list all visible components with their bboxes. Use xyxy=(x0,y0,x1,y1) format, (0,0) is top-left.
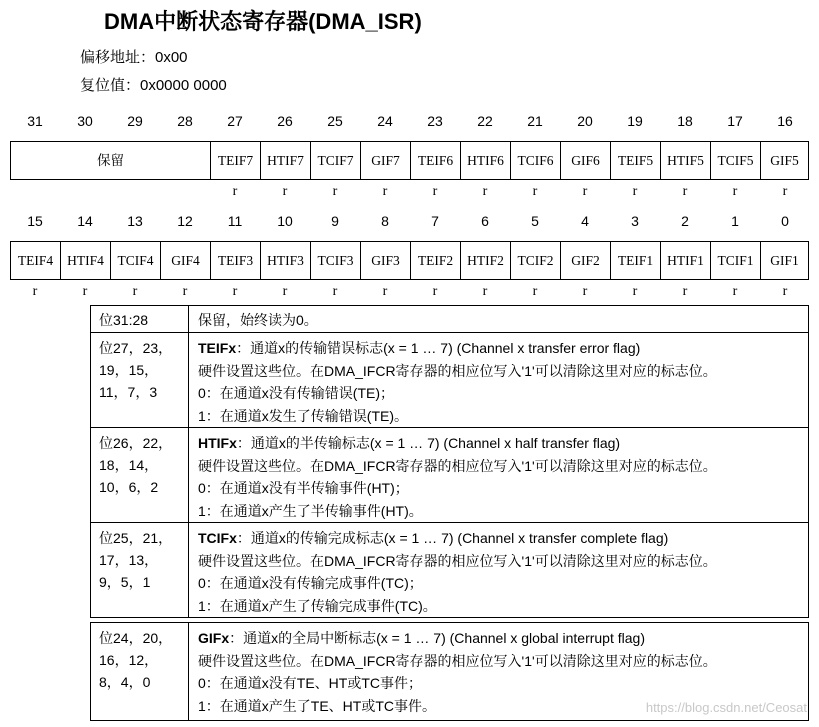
bit-range: 11，7，3 xyxy=(99,384,158,400)
access-flag: r xyxy=(332,284,338,299)
field-cell: HTIF4 xyxy=(61,242,111,279)
table-row xyxy=(91,306,808,333)
description-line: 硬件设置这些位。在DMA_IFCR寄存器的相应位写入'1'可以清除这里对应的标志位。 xyxy=(198,362,717,379)
description-line: 硬件设置这些位。在DMA_IFCR寄存器的相应位写入'1'可以清除这里对应的标志位。 xyxy=(198,552,717,569)
access-flag: r xyxy=(632,184,638,199)
bit-range: 16，12， xyxy=(99,652,159,668)
bit-number: 23 xyxy=(427,113,443,129)
field-cell: TCIF1 xyxy=(711,242,761,279)
description-line: 1：在通道x产生了传输完成事件(TC)。 xyxy=(198,597,437,614)
field-heading: ：通道x的传输错误标志(x = 1 … 7) (Channel x transfer error flag) xyxy=(236,340,641,356)
bit-number: 4 xyxy=(581,213,589,229)
access-flag: r xyxy=(532,184,538,199)
access-flag: r xyxy=(232,184,238,199)
lower-access-row xyxy=(10,284,810,300)
bit-number: 12 xyxy=(177,213,193,229)
access-flag: r xyxy=(582,184,588,199)
access-flag: r xyxy=(782,284,788,299)
bit-range: 18，14， xyxy=(99,457,159,473)
bit-number: 25 xyxy=(327,113,343,129)
bit-range: 位24，20， xyxy=(99,630,173,646)
description-line: 硬件设置这些位。在DMA_IFCR寄存器的相应位写入'1'可以清除这里对应的标志位。 xyxy=(198,652,717,669)
bit-number: 7 xyxy=(431,213,439,229)
access-flag: r xyxy=(432,284,438,299)
description-line: 硬件设置这些位。在DMA_IFCR寄存器的相应位写入'1'可以清除这里对应的标志位。 xyxy=(198,457,717,474)
access-flag: r xyxy=(682,284,688,299)
field-cell: GIF2 xyxy=(561,242,611,279)
bit-range-cell xyxy=(91,428,189,522)
bit-range: 19，15， xyxy=(99,362,159,378)
field-cell: TCIF4 xyxy=(111,242,161,279)
bit-number: 31 xyxy=(27,113,43,129)
bit-number: 11 xyxy=(227,213,243,229)
access-flag: r xyxy=(382,284,388,299)
field-cell: TCIF7 xyxy=(311,142,361,179)
lower-bit-numbers xyxy=(10,213,810,233)
field-cell: HTIF5 xyxy=(661,142,711,179)
bit-number: 28 xyxy=(177,113,193,129)
bit-description-table xyxy=(90,305,809,618)
field-cell: GIF5 xyxy=(770,153,799,168)
bit-number: 5 xyxy=(531,213,539,229)
description-line: 保留，始终读为0。 xyxy=(198,312,318,328)
field-heading: ：通道x的传输完成标志(x = 1 … 7) (Channel x transfer complete flag) xyxy=(236,530,669,546)
access-flag: r xyxy=(132,284,138,299)
access-flag: r xyxy=(682,184,688,199)
field-cell: HTIF6 xyxy=(461,142,511,179)
field-cell: TCIF2 xyxy=(511,242,561,279)
description-line: 1：在通道x发生了传输错误(TE)。 xyxy=(198,407,408,424)
field-cell: TEIF4 xyxy=(11,242,61,279)
access-flag: r xyxy=(582,284,588,299)
bit-range: 17，13， xyxy=(99,552,159,568)
bit-range: 位31:28 xyxy=(99,312,149,328)
bit-number: 3 xyxy=(631,213,639,229)
field-cell: HTIF1 xyxy=(661,242,711,279)
table-row xyxy=(91,333,808,428)
field-cell: TCIF6 xyxy=(511,142,561,179)
bit-number: 18 xyxy=(677,113,693,129)
bit-range-cell xyxy=(91,523,189,617)
field-cell: TCIF3 xyxy=(311,242,361,279)
bit-number: 22 xyxy=(477,113,493,129)
bit-number: 30 xyxy=(77,113,93,129)
access-flag: r xyxy=(232,284,238,299)
field-cell: TEIF2 xyxy=(411,242,461,279)
access-flag: r xyxy=(32,284,38,299)
bit-number: 10 xyxy=(277,213,293,229)
field-cell: TEIF7 xyxy=(211,142,261,179)
field-cell: TEIF3 xyxy=(211,242,261,279)
page-title: DMA中断状态寄存器(DMA_ISR) xyxy=(104,9,422,34)
description-line: 0：在通道x没有传输完成事件(TC)； xyxy=(198,575,423,591)
bit-number: 16 xyxy=(777,113,793,129)
bit-number: 29 xyxy=(127,113,143,129)
field-cell: HTIF3 xyxy=(261,242,311,279)
bit-range: 位25，21， xyxy=(99,530,173,546)
upper-access-row xyxy=(10,184,810,200)
table-row xyxy=(91,523,808,617)
bit-number: 20 xyxy=(577,113,593,129)
upper-bit-numbers xyxy=(10,113,810,133)
access-flag: r xyxy=(382,184,388,199)
field-cell: TEIF6 xyxy=(411,142,461,179)
access-flag: r xyxy=(532,284,538,299)
description-line: 0：在通道x没有半传输事件(HT)； xyxy=(198,480,409,496)
description-cell xyxy=(189,428,808,522)
field-cell: GIF4 xyxy=(161,242,211,279)
description-line: 0：在通道x没有TE、HT或TC事件； xyxy=(198,675,422,691)
access-flag: r xyxy=(482,184,488,199)
bit-number: 8 xyxy=(381,213,389,229)
access-flag: r xyxy=(482,284,488,299)
bit-number: 19 xyxy=(627,113,643,129)
access-flag: r xyxy=(782,184,788,199)
bit-range: 位26，22， xyxy=(99,435,173,451)
bit-number: 24 xyxy=(377,113,393,129)
bit-number: 27 xyxy=(227,113,243,129)
bit-number: 26 xyxy=(277,113,293,129)
register-upper-row xyxy=(10,141,809,180)
table-row xyxy=(91,428,808,523)
field-cell: GIF6 xyxy=(561,142,611,179)
bit-number: 17 xyxy=(727,113,743,129)
access-flag: r xyxy=(732,184,738,199)
access-flag: r xyxy=(282,284,288,299)
access-flag: r xyxy=(632,284,638,299)
field-name: TEIFx xyxy=(198,340,237,356)
bit-range: 10，6，2 xyxy=(99,479,159,495)
access-flag: r xyxy=(332,184,338,199)
field-cell: HTIF7 xyxy=(261,142,311,179)
field-name: TCIFx xyxy=(198,530,237,546)
description-cell xyxy=(189,523,808,617)
description-line: 0：在通道x没有传输错误(TE)； xyxy=(198,385,394,401)
description-cell xyxy=(189,333,808,427)
field-cell: GIF3 xyxy=(361,242,411,279)
offset-address: 偏移地址：0x00 xyxy=(80,49,188,66)
description-line: 1：在通道x产生了TE、HT或TC事件。 xyxy=(198,697,436,714)
bit-number: 9 xyxy=(331,213,339,229)
access-flag: r xyxy=(282,184,288,199)
bit-number: 1 xyxy=(731,213,739,229)
field-name: GIFx xyxy=(198,630,230,646)
bit-range: 位27，23， xyxy=(99,340,173,356)
description-cell xyxy=(189,306,808,332)
bit-number: 21 xyxy=(527,113,543,129)
description-line: 1：在通道x产生了半传输事件(HT)。 xyxy=(198,502,423,519)
access-flag: r xyxy=(82,284,88,299)
watermark: https://blog.csdn.net/Ceosat xyxy=(645,700,807,715)
access-flag: r xyxy=(182,284,188,299)
field-heading: ：通道x的半传输标志(x = 1 … 7) (Channel x half transfer flag) xyxy=(236,435,621,451)
bit-range-cell xyxy=(91,333,189,427)
bit-number: 14 xyxy=(77,213,93,229)
bit-range-cell xyxy=(91,623,189,720)
bit-range: 8，4，0 xyxy=(99,674,151,690)
field-name: HTIFx xyxy=(198,435,237,451)
field-cell: GIF7 xyxy=(361,142,411,179)
field-cell: TCIF5 xyxy=(711,142,761,179)
field-cell: TEIF5 xyxy=(611,142,661,179)
bit-range-cell xyxy=(91,306,189,332)
access-flag: r xyxy=(732,284,738,299)
field-cell: GIF1 xyxy=(770,253,799,268)
bit-number: 13 xyxy=(127,213,143,229)
reset-value: 复位值：0x0000 0000 xyxy=(80,77,227,94)
field-cell: HTIF2 xyxy=(461,242,511,279)
access-flag: r xyxy=(432,184,438,199)
register-lower-row xyxy=(10,241,809,280)
bit-number: 2 xyxy=(681,213,689,229)
bit-number: 0 xyxy=(781,213,789,229)
field-reserved: 保留 xyxy=(11,142,211,179)
bit-number: 6 xyxy=(481,213,489,229)
bit-range: 9，5，1 xyxy=(99,574,151,590)
field-heading: ：通道x的全局中断标志(x = 1 … 7) (Channel x global interrupt flag) xyxy=(229,630,645,646)
field-cell: TEIF1 xyxy=(611,242,661,279)
bit-number: 15 xyxy=(27,213,43,229)
